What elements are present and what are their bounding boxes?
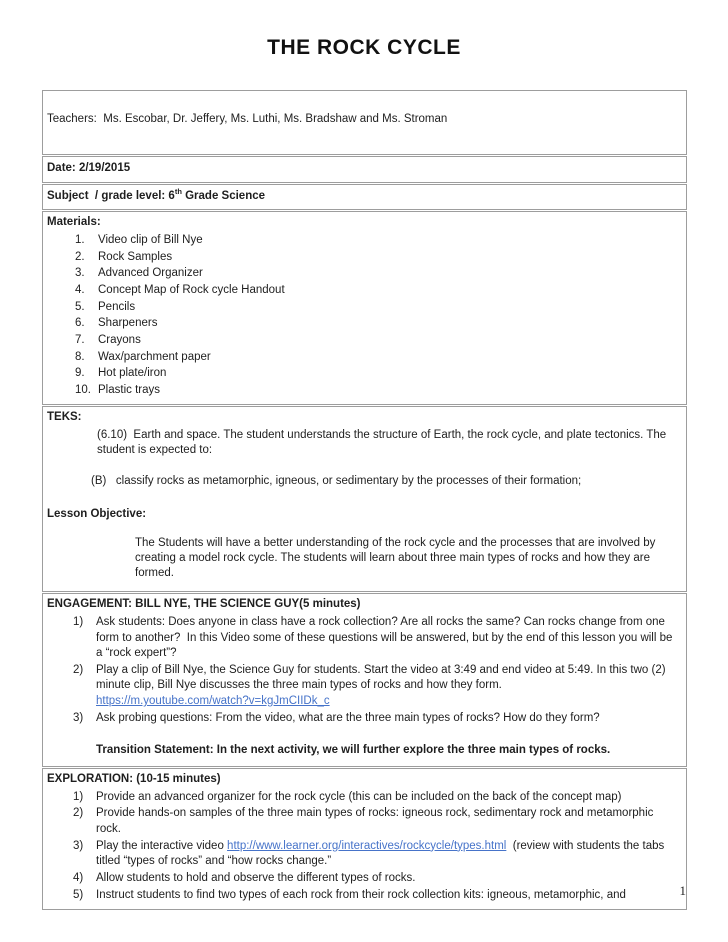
teachers-row	[42, 90, 687, 155]
materials-item: Plastic trays	[98, 383, 160, 396]
subject-row	[42, 184, 687, 210]
lesson-plan-table	[42, 90, 687, 911]
lesson-objective-text: The Students will have a better understanding of the rock cycle and the processes that are involved by creating a model rock cycle. The students will learn about three main types of rocks and how they are formed.	[135, 536, 659, 580]
engagement-item	[47, 663, 678, 710]
exploration-item: Provide hands-on samples of the three main types of rocks: igneous rock, sedimentary rock and metamorphic rock.	[96, 807, 657, 836]
teks-standard-text: (6.10) Earth and space. The student understands the structure of Earth, the rock cycle, and plate tectonics. The student is expected to:	[97, 428, 670, 456]
page-title: THE ROCK CYCLE	[267, 36, 461, 59]
exploration-item	[47, 839, 678, 870]
lesson-objective-heading: Lesson Objective:	[47, 507, 147, 520]
exploration-item: Provide an advanced organizer for the rock cycle (this can be included on the back of the concept map)	[96, 790, 622, 803]
materials-item: Rock Samples	[98, 250, 173, 263]
subject-prefix: Subject / grade level: 6	[47, 189, 175, 202]
teks-heading: TEKS:	[47, 411, 82, 424]
exploration-heading: EXPLORATION: (10-15 minutes)	[47, 772, 221, 785]
materials-heading: Materials:	[47, 215, 101, 228]
materials-item: Wax/parchment paper	[98, 350, 211, 363]
exploration-item-text: (review with students the tabs titled “types of rocks” and “how rocks change.”	[96, 839, 668, 868]
engagement-list	[47, 615, 678, 726]
engagement-heading: ENGAGEMENT: BILL NYE, THE SCIENCE GUY(5 minutes)	[47, 597, 361, 610]
exploration-item-text: Play the interactive video	[96, 839, 228, 852]
date-row	[42, 156, 687, 182]
subject-superscript: th	[174, 186, 182, 196]
materials-item: Crayons	[98, 333, 141, 346]
transition-statement: Transition Statement: In the next activity, we will further explore the three main types of rocks.	[96, 744, 611, 757]
materials-item: Hot plate/iron	[98, 367, 167, 380]
materials-item: Sharpeners	[98, 317, 158, 330]
materials-list	[47, 233, 678, 398]
materials-item: Pencils	[98, 300, 136, 313]
learner-org-link[interactable]: http://www.learner.org/interactives/rockcycle/types.html	[227, 839, 507, 852]
engagement-item-text: Play a clip of Bill Nye, the Science Guy for students. Start the video at 3:49 and end video at 5:49. In this two (2) minute clip, Bill Nye discusses the three main types of rocks and how they form.	[96, 663, 669, 692]
youtube-link[interactable]: https://m.youtube.com/watch?v=kgJmCIIDk_c	[96, 695, 330, 708]
engagement-item-text: Ask probing questions: From the video, what are the three main types of rocks? How do they form?	[96, 711, 600, 724]
exploration-list	[47, 790, 678, 903]
materials-item: Concept Map of Rock cycle Handout	[98, 284, 285, 296]
teachers-text: Teachers: Ms. Escobar, Dr. Jeffery, Ms. Luthi, Ms. Bradshaw and Ms. Stroman	[47, 113, 448, 125]
teks-expectation-text: (B) classify rocks as metamorphic, igneous, or sedimentary by the processes of their formation;	[91, 475, 582, 488]
teks-row	[42, 406, 687, 591]
exploration-row	[42, 768, 687, 911]
materials-item: Advanced Organizer	[98, 267, 203, 280]
materials-item: Video clip of Bill Nye	[98, 234, 203, 247]
date-text: Date: 2/19/2015	[47, 162, 131, 175]
subject-suffix: Grade Science	[181, 189, 266, 202]
engagement-row	[42, 593, 687, 767]
engagement-item	[47, 615, 678, 662]
exploration-item: Instruct students to find two types of each rock from their rock collection kits: igneous, metamorphic, and	[96, 888, 626, 901]
page-number: 1	[679, 883, 686, 898]
exploration-item: Allow students to hold and observe the different types of rocks.	[96, 871, 416, 884]
engagement-item	[47, 711, 678, 727]
materials-row	[42, 211, 687, 406]
engagement-item-text: Ask students: Does anyone in class have a rock collection? Are all rocks the same? Can rocks change from one form to another? In this Video some of these questions will be answered, but by the end of this lesson you will be a “rock expert”?	[96, 615, 676, 660]
subject-text	[47, 186, 678, 204]
